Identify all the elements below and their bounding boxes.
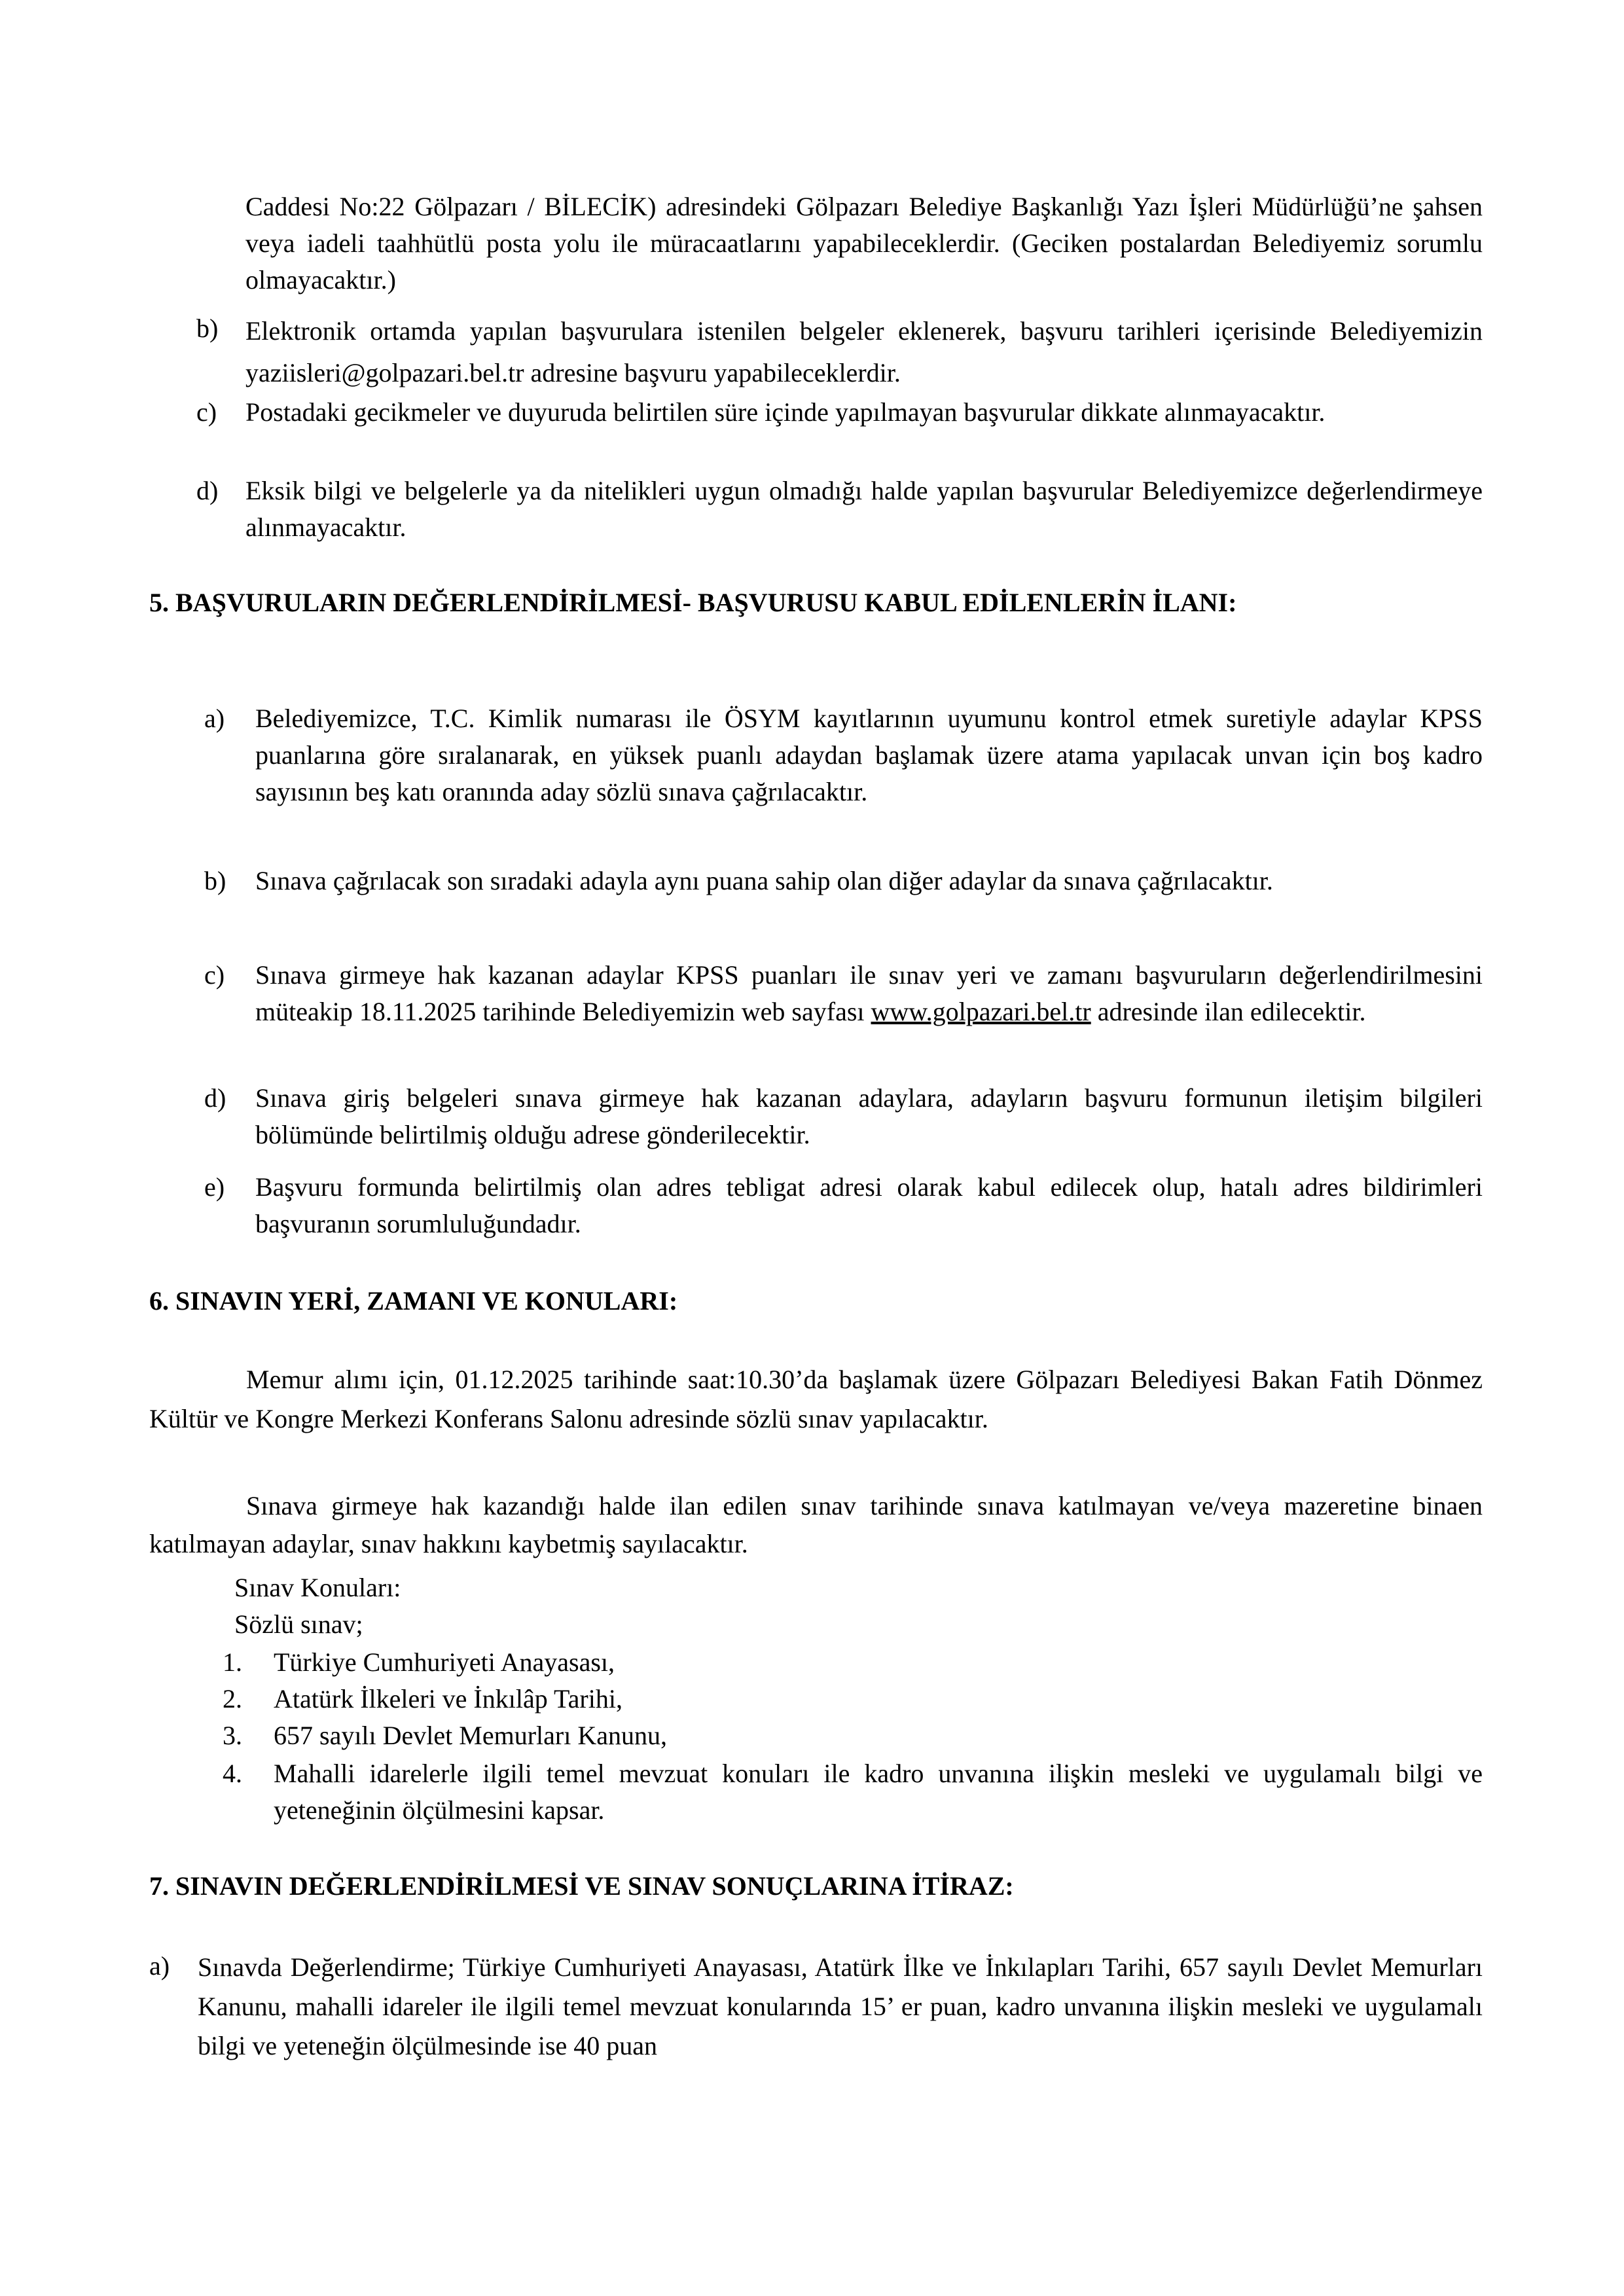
section5-heading: 5. BAŞVURULARIN DEĞERLENDİRİLMESİ- BAŞVURUSU KABUL EDİLENLERİN İLANI: [149,588,1237,617]
list-marker: 3. [223,1721,242,1750]
list-marker: d) [204,1083,226,1113]
list-item-text-part: Sınava girmeye hak kazanan adaylar KPSS puanları ile sınav yeri ve zamanı başvuruların değerlendirilmesini müteakip 18.11.2025 tarihinde Belediyemizin web sayfası [255,960,1483,1026]
section6-paragraph: Sınava girmeye hak kazandığı halde ilan edilen sınav tarihinde sınava katılmayan ve/veya mazeretine binaen katılmayan adaylar, sınav hakkını kaybetmiş sayılacaktır. [149,1491,1483,1558]
section7-heading: 7. SINAVIN DEĞERLENDİRİLMESİ VE SINAV SONUÇLARINA İTİRAZ: [149,1871,1014,1901]
list-item-text: Sınava çağrılacak son sıradaki adayla aynı puana sahip olan diğer adaylar da sınava çağrılacaktır. [255,866,1273,895]
section4-continuation-text: Caddesi No:22 Gölpazarı / BİLECİK) adresindeki Gölpazarı Belediye Başkanlığı Yazı İşleri Müdürlüğü’ne şahsen veya iadeli taahhütlü posta yolu ile müracaatlarını yapabileceklerdir. (Geciken postalardan Belediyemiz sorumlu olmayacaktır.) [245,192,1483,295]
list-marker: 4. [223,1759,242,1788]
subject-text: Atatürk İlkeleri ve İnkılâp Tarihi, [274,1684,623,1713]
website-link[interactable]: www.golpazari.bel.tr [871,997,1091,1026]
list-item-text: Başvuru formunda belirtilmiş olan adres tebligat adresi olarak kabul edilecek olup, hatalı adres bildirimleri başvuranın sorumluluğundadır. [255,1172,1483,1238]
list-marker: d) [196,476,219,505]
list-marker: b) [196,314,219,343]
subject-text: 657 sayılı Devlet Memurları Kanunu, [274,1721,667,1750]
list-marker: b) [204,866,226,895]
subject-text: Mahalli idarelerle ilgili temel mevzuat konuları ile kadro unvanına ilişkin mesleki ve uygulamalı bilgi ve yeteneğinin ölçülmesini kapsar. [274,1759,1483,1825]
section6-heading: 6. SINAVIN YERİ, ZAMANI VE KONULARI: [149,1286,678,1316]
list-item-text: Sınava giriş belgeleri sınava girmeye hak kazanan adaylara, adayların başvuru formunun iletişim bilgileri bölümünde belirtilmiş olduğu adrese gönderilecektir. [255,1083,1483,1149]
list-item-text [255,957,1483,1030]
list-marker: 1. [223,1647,242,1677]
list-item-text: Belediyemizce, T.C. Kimlik numarası ile ÖSYM kayıtlarının uyumunu kontrol etmek suretiyle adaylar KPSS puanlarına göre sıralanarak, en yüksek puanlı adaydan başlamak üzere atama yapılacak unvan için boş kadro sayısının beş katı oranında aday sözlü sınava çağrılacaktır. [255,704,1483,806]
list-marker: c) [204,960,225,990]
list-marker: c) [196,397,217,427]
list-marker: 2. [223,1684,242,1713]
section6-paragraph: Memur alımı için, 01.12.2025 tarihinde saat:10.30’da başlamak üzere Gölpazarı Belediyesi Bakan Fatih Dönmez Kültür ve Kongre Merkezi Konferans Salonu adresinde sözlü sınav yapılacaktır. [149,1365,1483,1433]
list-item-text: Sınavda Değerlendirme; Türkiye Cumhuriyeti Anayasası, Atatürk İlke ve İnkılapları Tarihi, 657 sayılı Devlet Memurları Kanunu, mahalli idareler ile ilgili temel mevzuat konularında 15’ er puan, kadro unvanına ilişkin mesleki ve uygulamalı bilgi ve yeteneğin ölçülmesinde ise 40 puan [198,1952,1483,2060]
subjects-label: Sınav Konuları: [234,1573,401,1602]
list-item-text: Eksik bilgi ve belgelerle ya da nitelikleri uygun olmadığı halde yapılan başvurular Belediyemizce değerlendirmeye alınmayacaktır. [245,476,1483,542]
list-item-text: Elektronik ortamda yapılan başvurulara istenilen belgeler eklenerek, başvuru tarihleri içerisinde Belediyemizin yaziisleri@golpazari.bel.tr adresine başvuru yapabileceklerdir. [245,316,1483,387]
list-item-text-part: adresinde ilan edilecektir. [1091,997,1366,1026]
list-marker: a) [149,1951,170,1981]
list-item-text: Postadaki gecikmeler ve duyuruda belirtilen süre içinde yapılmayan başvurular dikkate alınmayacaktır. [245,397,1326,427]
oral-exam-label: Sözlü sınav; [234,1609,363,1639]
subject-text: Türkiye Cumhuriyeti Anayasası, [274,1647,615,1677]
list-marker: e) [204,1172,225,1202]
list-marker: a) [204,704,225,733]
